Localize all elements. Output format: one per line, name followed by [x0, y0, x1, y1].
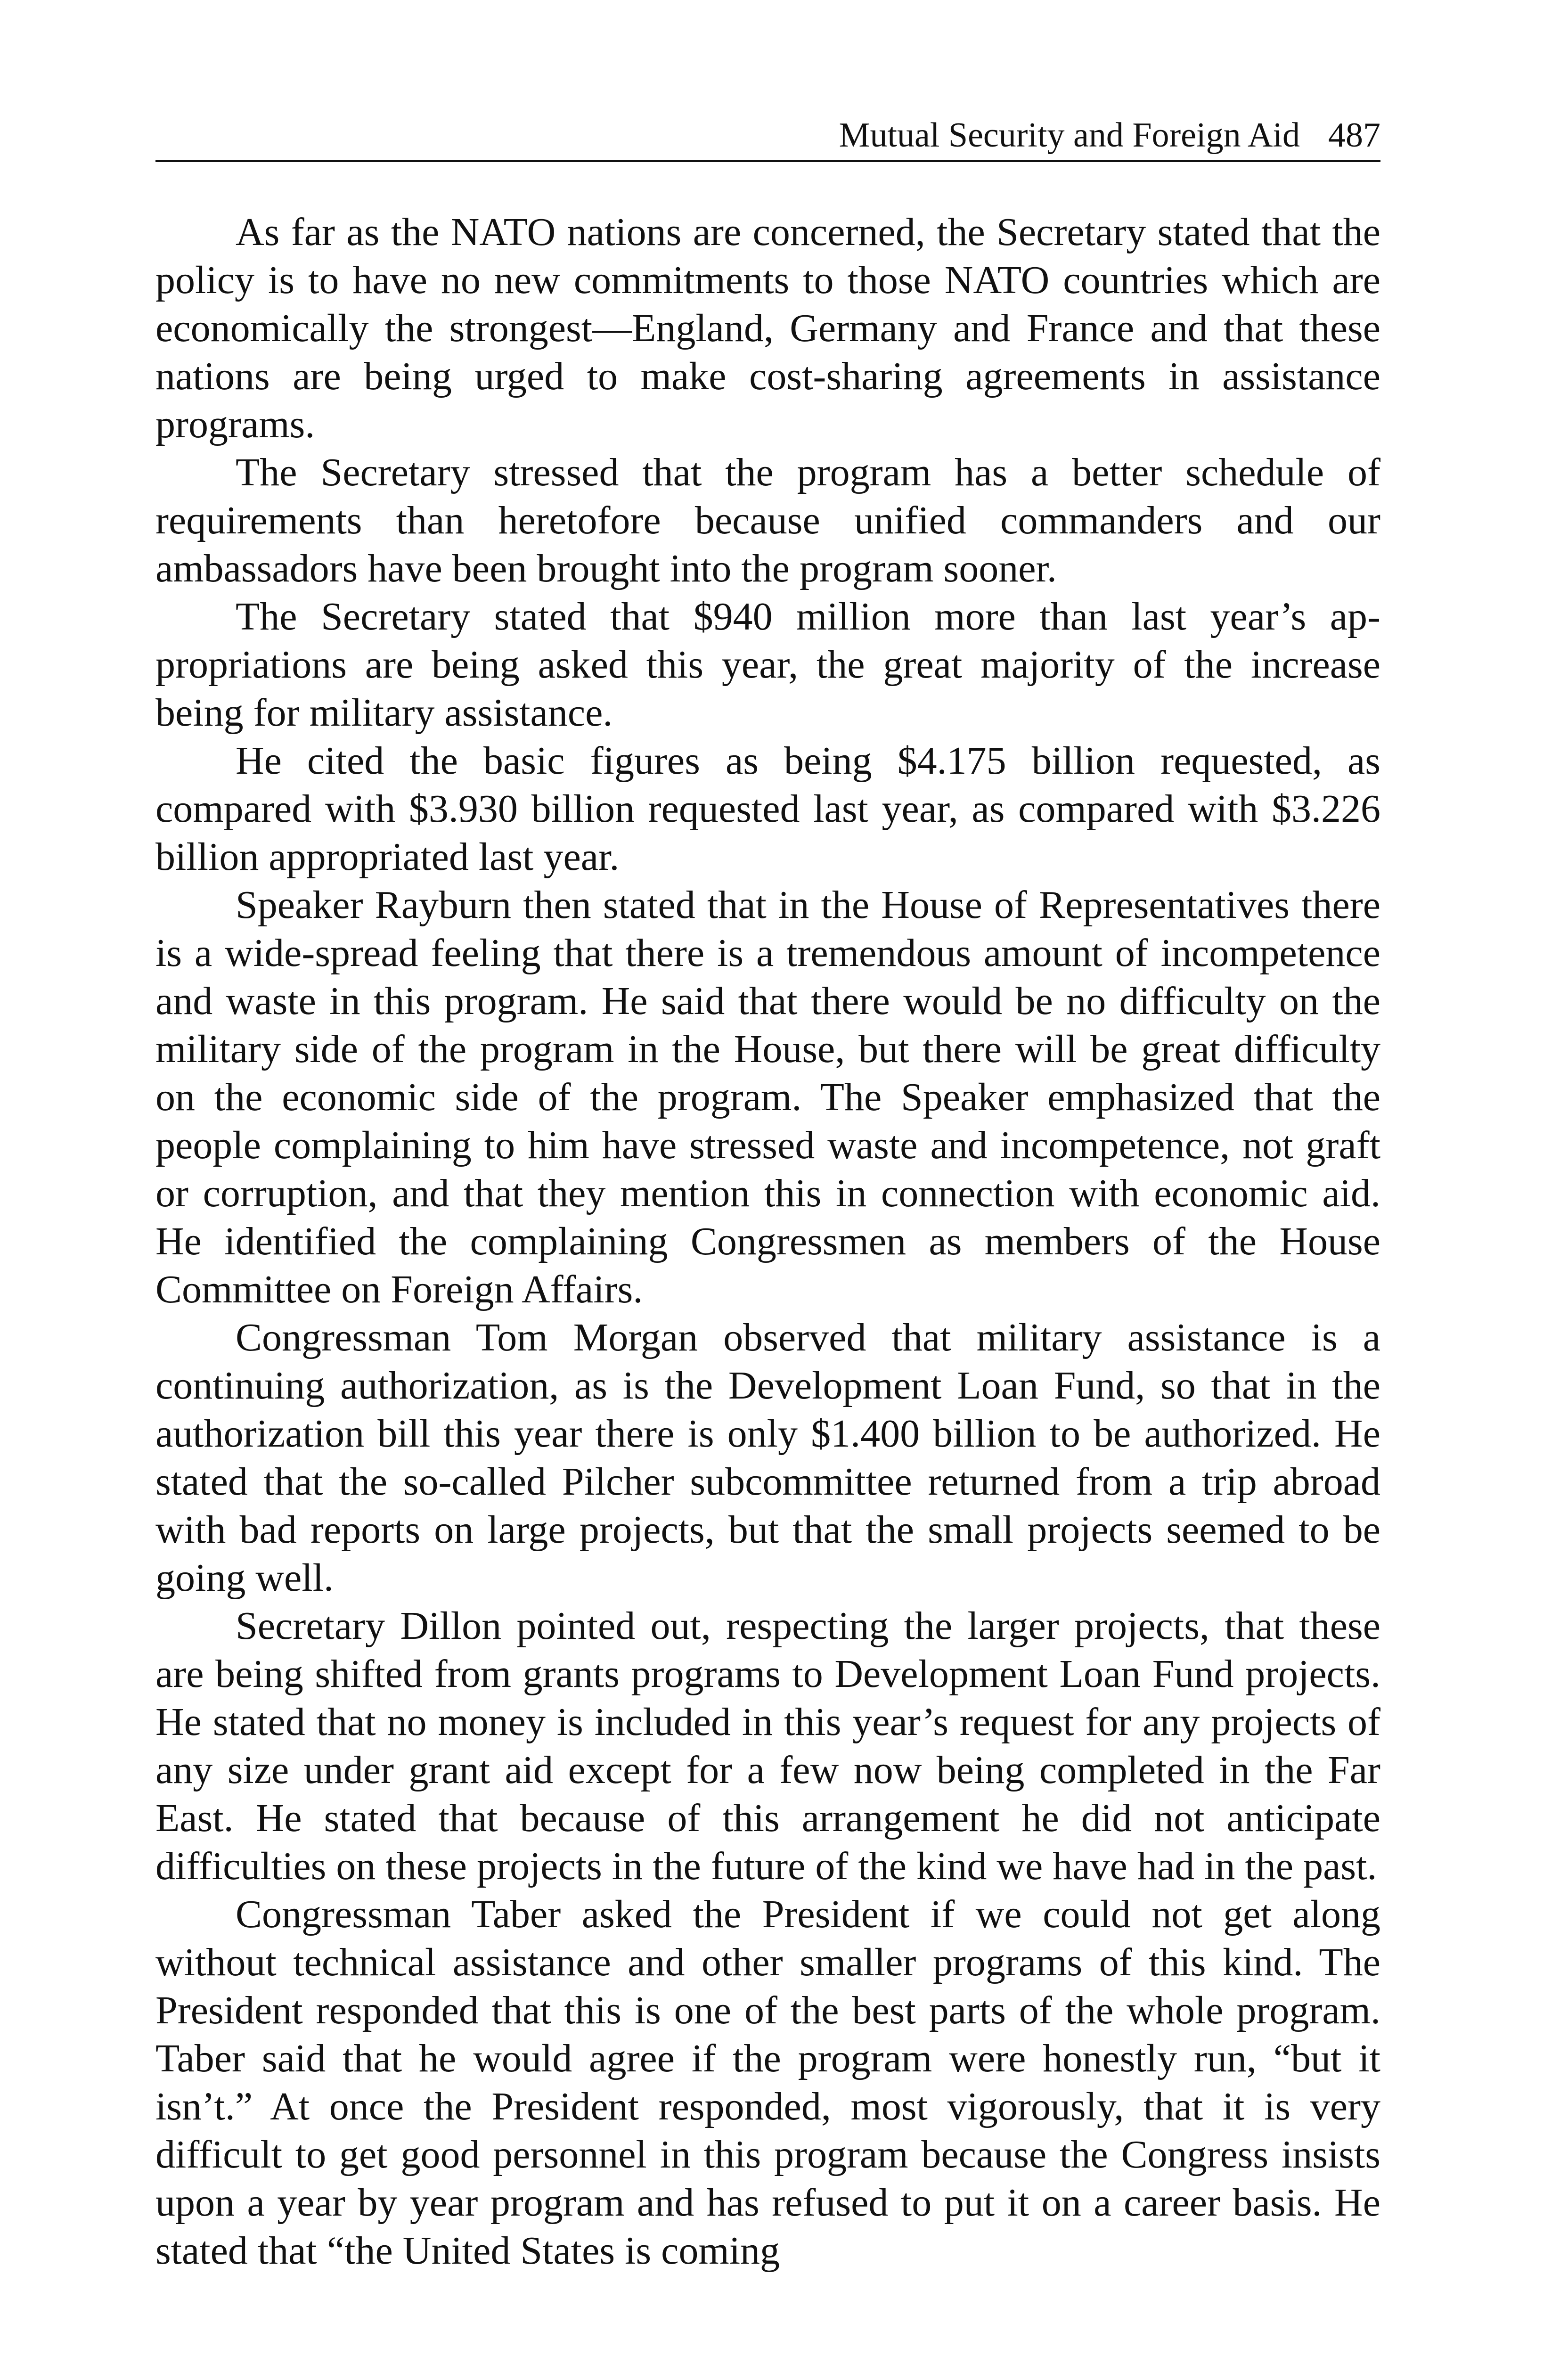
running-header	[155, 118, 1380, 162]
running-title: Mutual Security and Foreign Aid	[839, 116, 1300, 155]
body-text	[155, 208, 1380, 2275]
paragraph: Congressman Taber asked the President if we could not get along without technical assistance and other smaller programs of this kind. The President responded that this is one of the best parts of the whole program. Taber said that he would agree if the program were honestly run, “but it isn’t.” At once the President responded, most vigorously, that it is very difficult to get good personnel in this program because the Congress insists upon a year by year program and has refused to put it on a career basis. He stated that “the United States is coming	[155, 1892, 1380, 2273]
paragraph: Speaker Rayburn then stated that in the House of Representatives there is a wide-spread feeling that there is a tremendous amount of incompetence and waste in this program. He said that there would be no difficulty on the military side of the program in the House, but there will be great difficulty on the economic side of the program. The Speaker emphasized that the people complaining to him have stressed waste and incompetence, not graft or corruption, and that they mention this in connection with economic aid. He identified the complaining Congressmen as members of the House Committee on Foreign Affairs.	[155, 883, 1380, 1311]
paragraph: As far as the NATO nations are concerned, the Secretary stated that the policy is to have no new commitments to those NATO countries which are economically the strongest—England, Germany and France and that these nations are being urged to make cost-sharing agreements in assistance programs.	[155, 210, 1380, 446]
paragraph: Secretary Dillon pointed out, respecting the larger projects, that these are being shifted from grants programs to Development Loan Fund projects. He stated that no money is included in this year’s request for any projects of any size under grant aid except for a few now being completed in the Far East. He stated that because of this arrangement he did not anticipate difficulties on these projects in the future of the kind we have had in the past.	[155, 1604, 1380, 1888]
paragraph: He cited the basic figures as being $4.175 billion requested, as compared with $3.930 billion requested last year, as compared with $3.226 billion appropriated last year.	[155, 739, 1380, 879]
page-number: 487	[1328, 116, 1380, 155]
book-page	[155, 118, 1380, 2275]
paragraph: The Secretary stated that $940 million more than last year’s appropriations are being asked this year, the great majority of the increase being for military assistance.	[155, 595, 1380, 735]
paragraph: Congressman Tom Morgan observed that military assistance is a continuing authorization, as is the Development Loan Fund, so that in the authorization bill this year there is only $1.400 billion to be authorized. He stated that the so-called Pilcher subcommittee returned from a trip abroad with bad reports on large projects, but that the small projects seemed to be going well.	[155, 1316, 1380, 1600]
paragraph: The Secretary stressed that the program has a better schedule of requirements than heretofore because unified commanders and our ambassadors have been brought into the program sooner.	[155, 450, 1380, 590]
